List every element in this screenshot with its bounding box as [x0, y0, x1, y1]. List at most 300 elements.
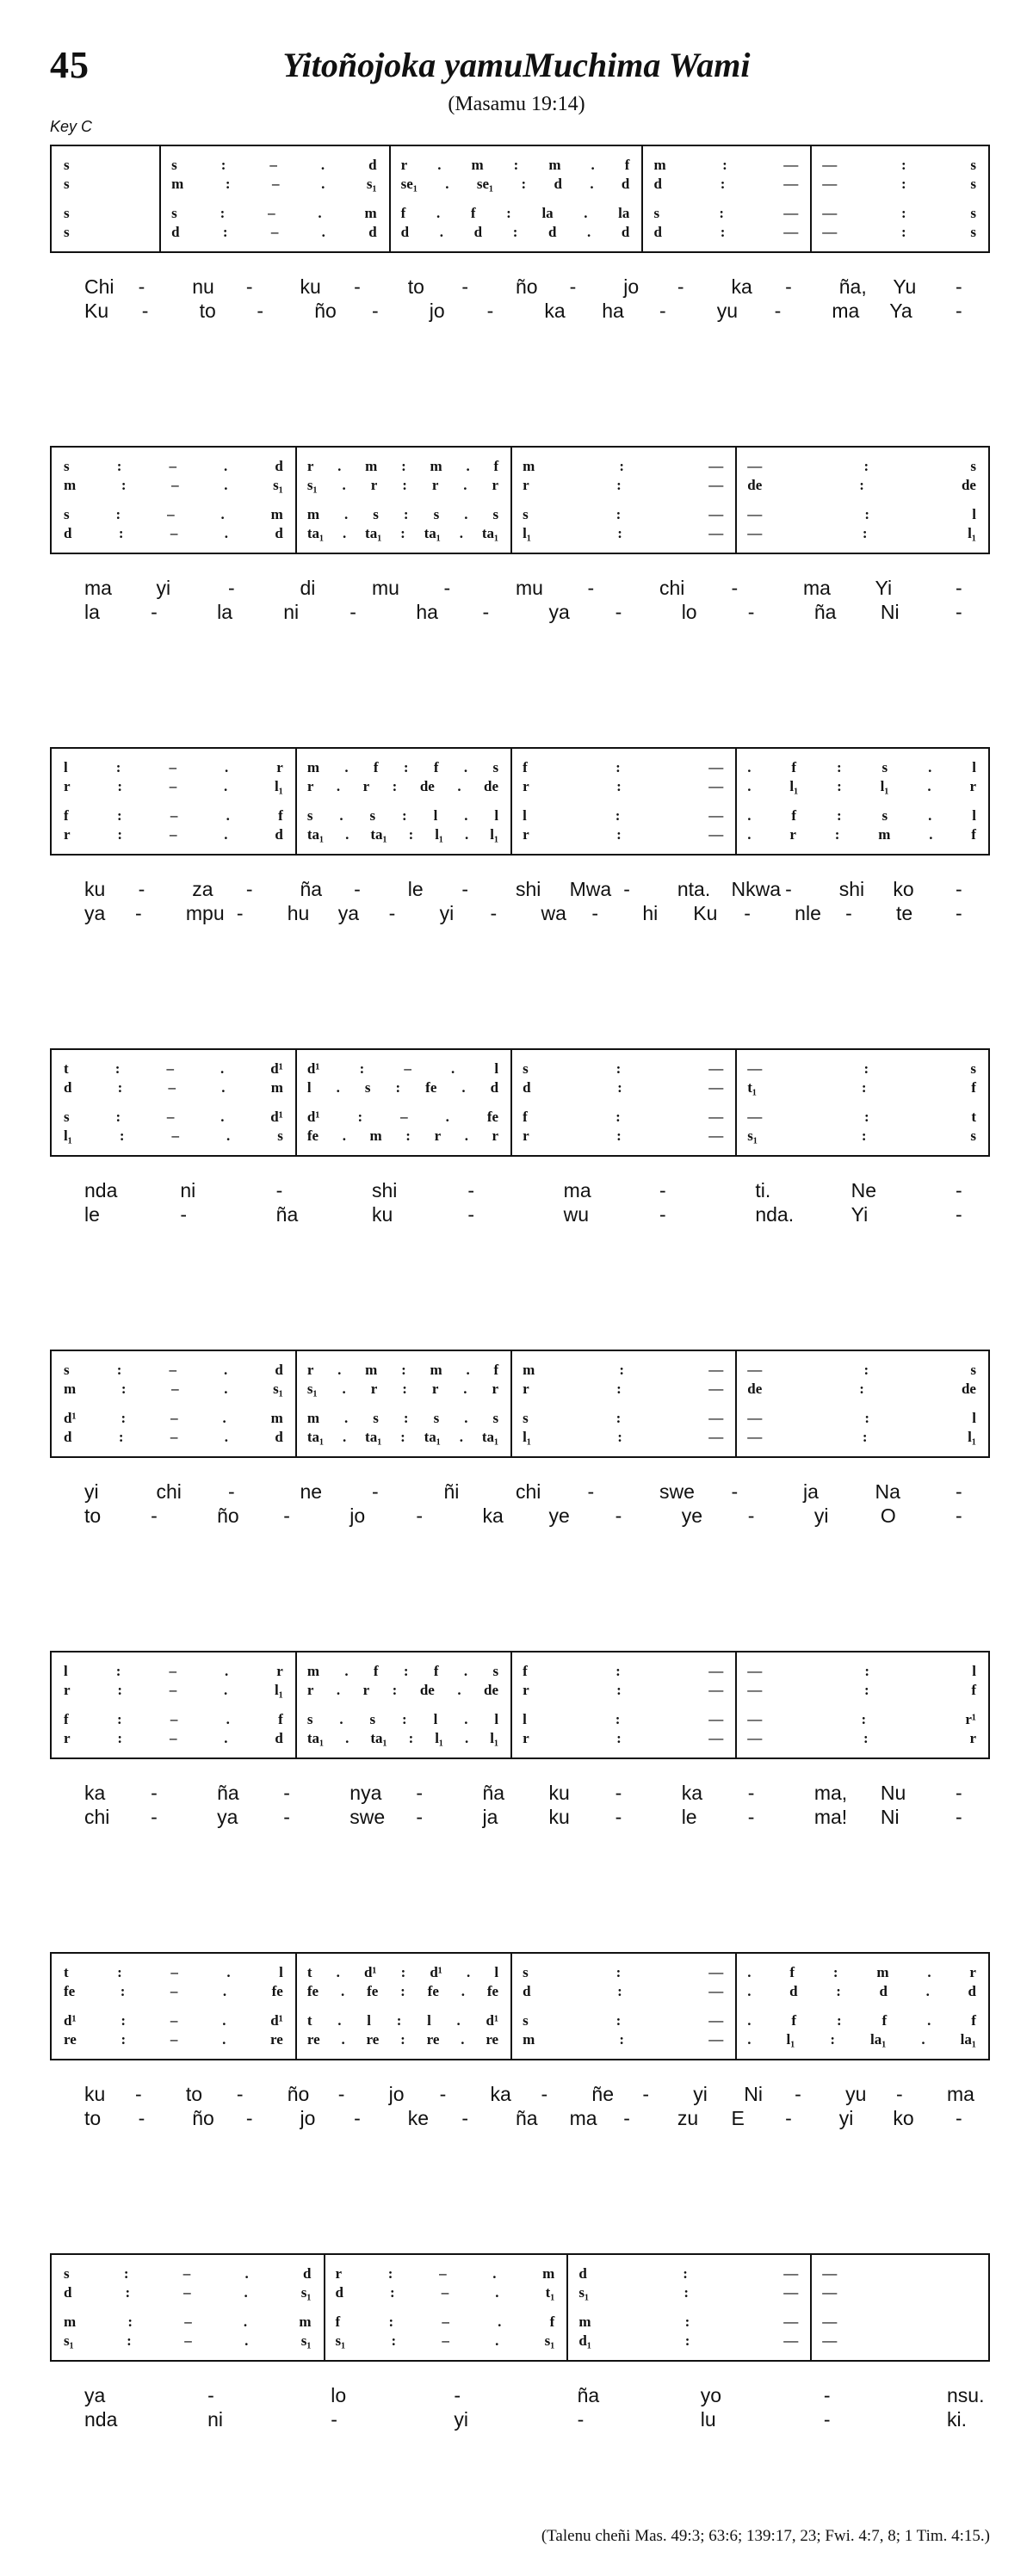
measure-cell	[52, 2332, 324, 2350]
lyric-syllable: -	[956, 1480, 962, 1503]
solfa-note: .	[222, 2031, 226, 2048]
measure-cell	[389, 224, 642, 241]
solfa-note: .	[464, 807, 468, 824]
solfa-note: :	[117, 1964, 122, 1980]
lyric-syllable: Mwa	[569, 878, 612, 900]
solfa-note: f	[64, 1711, 69, 1727]
solfa-note: s₁	[306, 477, 318, 493]
solfa-note: d	[653, 176, 662, 192]
solfa-note: m	[878, 826, 891, 843]
solfa-note: m	[306, 759, 320, 775]
solfa-note: :	[117, 1730, 123, 1746]
lyric-syllable: -	[207, 2384, 214, 2406]
measure-cell	[510, 1381, 735, 1398]
solfa-note: —	[708, 778, 724, 794]
lyric-syllable: ko	[893, 878, 914, 900]
solfa-note: r	[306, 1362, 314, 1378]
solfa-note: :	[125, 2284, 131, 2301]
lyric-syllable: za	[192, 878, 213, 900]
solfa-note: l₁	[880, 778, 889, 794]
voice-row	[52, 2332, 988, 2350]
solfa-note: .	[498, 2313, 502, 2330]
solfa-note: :	[121, 2031, 127, 2048]
lyric-syllable: -	[956, 1504, 962, 1527]
lyric-syllable: yi	[454, 2408, 469, 2431]
solfa-note: :	[120, 1983, 126, 1999]
solfa-note: .	[336, 1079, 340, 1096]
solfa-note: –	[441, 2284, 449, 2301]
measure-cell	[641, 205, 810, 222]
solfa-note: —	[822, 2332, 838, 2349]
solfa-note: s	[970, 1060, 976, 1077]
music-system	[50, 747, 990, 924]
solfa-note: :	[402, 477, 407, 493]
solfa-note: d¹	[306, 1060, 320, 1077]
lyric-syllable: ha	[602, 300, 624, 322]
lyric-syllable: yu	[716, 300, 739, 322]
measure-cell	[295, 778, 510, 795]
solfa-note: s	[64, 2265, 70, 2282]
solfa-note: :	[116, 1362, 122, 1378]
solfa-note: r	[64, 1730, 71, 1746]
measure-cell	[52, 1730, 295, 1747]
lyric-syllable: Ku	[693, 902, 718, 924]
lyric-syllable: le	[84, 1203, 100, 1226]
voice-row	[52, 224, 988, 241]
lyric-syllable: mu	[372, 577, 399, 599]
solfa-note: .	[342, 1429, 347, 1445]
solfa-note: :	[900, 157, 906, 173]
solfa-note: –	[166, 1109, 175, 1125]
solfa-note: :	[837, 778, 842, 794]
measure-cell	[52, 1381, 295, 1398]
voice-row	[52, 1663, 988, 1680]
lyric-syllable: -	[416, 1504, 424, 1527]
solfa-note: —	[708, 525, 724, 541]
solfa-note: s	[970, 224, 976, 240]
lyric-syllable: wa	[541, 902, 566, 924]
solfa-note: :	[400, 1429, 405, 1445]
solfa-note: .	[747, 1983, 752, 1999]
solfa-note: s₁	[306, 1381, 318, 1397]
solfa-note: s	[970, 205, 976, 221]
measure-cell	[295, 1682, 510, 1699]
solfa-note: :	[862, 525, 868, 541]
measure-cell	[810, 2284, 988, 2301]
measure-cell	[510, 477, 735, 494]
lyric-syllable: ña	[577, 2384, 600, 2406]
voice-row	[52, 1060, 988, 1078]
solfa-note: f	[373, 1663, 379, 1679]
solfa-note: l	[494, 1964, 499, 1980]
solfa-note: –	[439, 2265, 447, 2282]
solfa-note: –	[442, 2332, 449, 2349]
solfa-note: :	[684, 2284, 690, 2301]
solfa-note: .	[929, 826, 933, 843]
hymn-number: 45	[50, 44, 90, 86]
lyric-syllable: -	[331, 2408, 337, 2431]
solfa-note: .	[226, 1964, 231, 1980]
lyric-syllable: -	[228, 1480, 235, 1503]
lyric-syllable: -	[138, 878, 145, 900]
lyric-syllable: -	[228, 577, 235, 599]
solfa-note: .	[747, 807, 752, 824]
lyric-syllable: -	[337, 2083, 345, 2105]
lyric-syllable: -	[283, 1806, 290, 1828]
lyric-syllable: -	[245, 878, 253, 900]
lyric-syllable: -	[416, 1806, 424, 1828]
measure-cell	[510, 1730, 735, 1747]
solfa-note: .	[436, 205, 441, 221]
solfa-note: .	[341, 2031, 345, 2048]
lyric-syllable: -	[747, 1782, 755, 1804]
solfa-note: –	[169, 826, 177, 843]
solfa-note: l	[523, 807, 527, 824]
solfa-note: :	[861, 1711, 867, 1727]
lyric-line	[50, 878, 990, 900]
solfa-note: d	[789, 1983, 798, 1999]
measure-cell	[295, 2031, 510, 2048]
lyric-syllable: -	[956, 1203, 962, 1226]
lyric-syllable: ñe	[591, 2083, 614, 2105]
lyric-syllable: shi	[516, 878, 541, 900]
lyric-syllable: -	[591, 902, 599, 924]
lyric-syllable: ha	[416, 601, 438, 623]
lyric-syllable: -	[151, 1806, 158, 1828]
solfa-note: ta₁	[370, 1730, 387, 1746]
music-system	[50, 1350, 990, 1527]
solfa-note: :	[403, 506, 409, 522]
lyric-syllable: ni	[180, 1179, 196, 1202]
solfa-note: :	[900, 224, 906, 240]
solfa-note: d	[653, 224, 662, 240]
solfa-note: –	[170, 1964, 178, 1980]
measure-cell	[735, 1964, 988, 1981]
solfa-note: d¹	[270, 1109, 283, 1125]
measure-cell	[52, 458, 295, 475]
solfa-note: f	[493, 458, 499, 474]
solfa-note: —	[747, 506, 763, 522]
solfa-note: m	[64, 2313, 77, 2330]
solfa-note: t	[64, 1060, 69, 1077]
lyric-syllable: ño	[516, 275, 538, 298]
solfa-note: —	[708, 1663, 724, 1679]
solfa-note: .	[224, 1429, 229, 1445]
measure-cell	[295, 477, 510, 494]
lyric-syllable: lo	[331, 2384, 347, 2406]
solfa-note: de	[961, 1381, 976, 1397]
solfa-note: —	[708, 1682, 724, 1698]
measure-cell	[735, 1730, 988, 1747]
lyric-syllable: -	[461, 2107, 469, 2129]
tonic-solfa-staff	[50, 2253, 990, 2362]
solfa-note: d	[275, 458, 283, 474]
lyric-syllable: -	[823, 2384, 831, 2406]
solfa-note: :	[616, 826, 622, 843]
measure-cell	[295, 1663, 510, 1680]
solfa-note: s₁	[544, 2332, 555, 2349]
solfa-note: :	[117, 826, 123, 843]
solfa-note: d	[275, 1362, 283, 1378]
solfa-note: .	[221, 1079, 226, 1096]
lyric-syllable: -	[956, 300, 962, 322]
lyric-syllable: -	[461, 878, 469, 900]
measure-cell	[510, 1429, 735, 1446]
music-system	[50, 1048, 990, 1226]
lyric-syllable: ma	[569, 2107, 597, 2129]
solfa-note: d¹	[430, 1964, 442, 1980]
lyric-syllable: -	[134, 2083, 142, 2105]
solfa-note: :	[859, 477, 864, 493]
solfa-note: –	[168, 1079, 176, 1096]
solfa-note: —	[747, 458, 763, 474]
tonic-solfa-staff	[50, 1048, 990, 1157]
solfa-note: .	[321, 224, 325, 240]
solfa-note: :	[116, 1711, 122, 1727]
solfa-note: .	[463, 1663, 468, 1679]
measure-cell	[510, 1127, 735, 1145]
lyric-syllable: yo	[700, 2384, 721, 2406]
lyric-syllable: jo	[349, 1504, 366, 1527]
music-system	[50, 2253, 990, 2431]
lyric-syllable: Nu	[880, 1782, 906, 1804]
lyric-syllable: -	[151, 1782, 158, 1804]
solfa-note: fe	[306, 1983, 319, 1999]
solfa-note: —	[708, 807, 724, 824]
lyric-syllable: -	[467, 1203, 474, 1226]
solfa-note: r	[370, 1381, 378, 1397]
solfa-note: –	[171, 477, 179, 493]
lyric-syllable: -	[354, 878, 361, 900]
lyric-line	[50, 2384, 990, 2406]
lyric-syllable: ka	[681, 1782, 702, 1804]
lyric-syllable: chi	[659, 577, 685, 599]
solfa-note: s₁	[335, 2332, 346, 2349]
solfa-note: —	[822, 205, 838, 221]
solfa-note: :	[403, 1410, 409, 1426]
solfa-note: s	[64, 1362, 70, 1378]
measure-cell	[159, 224, 389, 241]
solfa-note: —	[708, 1127, 724, 1144]
solfa-note: s	[492, 506, 499, 522]
solfa-note: s	[64, 176, 70, 192]
solfa-note: m	[365, 1362, 378, 1378]
solfa-note: –	[170, 2031, 178, 2048]
solfa-note: fe	[427, 1983, 439, 1999]
solfa-note: s	[373, 506, 379, 522]
lyric-syllable: -	[283, 1782, 290, 1804]
lyric-syllable: chi	[84, 1806, 110, 1828]
solfa-note: d	[64, 1079, 72, 1096]
measure-cell	[52, 2284, 324, 2301]
solfa-note: .	[340, 1983, 345, 1999]
voice-row	[52, 477, 988, 494]
solfa-note: de	[484, 1682, 499, 1698]
solfa-note: r¹	[965, 1711, 976, 1727]
solfa-note: :	[864, 506, 870, 522]
solfa-note: s₁	[64, 2332, 74, 2349]
solfa-note: —	[708, 2012, 724, 2029]
measure-cell	[510, 1983, 735, 2000]
solfa-note: m	[523, 1362, 535, 1378]
solfa-note: :	[684, 2313, 690, 2330]
solfa-note: .	[337, 2012, 342, 2029]
lyric-syllable: jo	[388, 2083, 405, 2105]
measure-cell	[52, 1109, 295, 1126]
lyric-syllable: Yi	[851, 1203, 869, 1226]
solfa-note: –	[170, 525, 178, 541]
solfa-note: f	[549, 2313, 555, 2330]
measure-cell	[52, 1983, 295, 2000]
solfa-note: s	[64, 157, 70, 173]
lyric-line	[50, 2083, 990, 2105]
lyric-syllable: -	[439, 2083, 447, 2105]
solfa-note: .	[220, 506, 225, 522]
solfa-note: d¹	[270, 1060, 283, 1077]
solfa-note: l	[64, 1663, 68, 1679]
solfa-note: –	[166, 1060, 174, 1077]
solfa-note: :	[403, 1663, 409, 1679]
solfa-note: —	[708, 826, 724, 843]
voice-row	[52, 1964, 988, 1981]
solfa-note: :	[615, 1109, 621, 1125]
lyric-syllable: ka	[482, 1504, 504, 1527]
solfa-note: :	[615, 2012, 622, 2029]
solfa-note: ta₁	[481, 1429, 499, 1445]
lyric-syllable: ma	[832, 300, 860, 322]
solfa-note: d	[64, 2284, 72, 2301]
solfa-note: s	[881, 807, 888, 824]
solfa-note: r	[276, 1663, 283, 1679]
lyric-syllable: Ni	[880, 1806, 900, 1828]
lyric-syllable: -	[615, 601, 622, 623]
lyric-syllable: -	[151, 1504, 158, 1527]
solfa-note: :	[863, 1362, 869, 1378]
solfa-note: de	[961, 477, 976, 493]
measure-cell	[295, 1730, 510, 1747]
solfa-note: –	[169, 759, 176, 775]
lyric-syllable: te	[896, 902, 913, 924]
lyric-syllable: -	[615, 1782, 622, 1804]
lyric-syllable: ki.	[947, 2408, 967, 2431]
solfa-note: re	[64, 2031, 77, 2048]
solfa-note: m	[430, 1362, 442, 1378]
lyric-syllable: la	[217, 601, 233, 623]
solfa-note: m	[430, 458, 442, 474]
measure-cell	[52, 2313, 324, 2331]
measure-cell	[295, 807, 510, 825]
solfa-note: :	[615, 807, 621, 824]
solfa-note: d¹	[486, 2012, 499, 2029]
solfa-note: .	[342, 1127, 346, 1144]
solfa-note: ta₁	[365, 1429, 382, 1445]
solfa-note: :	[512, 224, 518, 240]
solfa-note: —	[747, 1060, 763, 1077]
solfa-note: de	[747, 1381, 763, 1397]
solfa-note: re	[366, 2031, 380, 2048]
solfa-note: —	[747, 1429, 763, 1445]
measure-cell	[510, 1109, 735, 1126]
solfa-note: —	[708, 1060, 724, 1077]
lyric-line	[50, 1203, 990, 1226]
solfa-note: .	[457, 1682, 461, 1698]
solfa-note: :	[116, 807, 122, 824]
lyric-syllable: -	[416, 1782, 424, 1804]
solfa-note: :	[127, 2313, 133, 2330]
measure-cell	[810, 157, 988, 174]
solfa-note: –	[171, 1127, 179, 1144]
solfa-note: s	[369, 1711, 376, 1727]
solfa-note: —	[708, 1109, 724, 1125]
solfa-note: l	[494, 1060, 499, 1077]
solfa-note: l	[306, 1079, 312, 1096]
solfa-note: :	[115, 1663, 121, 1679]
solfa-note: r	[969, 1730, 976, 1746]
solfa-note: f	[523, 1663, 528, 1679]
solfa-note: .	[344, 506, 349, 522]
solfa-note: .	[445, 1109, 449, 1125]
solfa-note: r	[523, 1127, 529, 1144]
lyric-syllable: -	[138, 2107, 145, 2129]
solfa-note: .	[339, 807, 343, 824]
lyric-syllable: -	[138, 275, 145, 298]
lyric-syllable: yi	[838, 2107, 854, 2129]
music-system	[50, 446, 990, 623]
voice-row	[52, 506, 988, 523]
solfa-note: :	[722, 157, 727, 173]
lyric-syllable: ku	[300, 275, 321, 298]
lyric-line	[50, 1179, 990, 1202]
music-system	[50, 1651, 990, 1828]
solfa-note: s	[523, 1964, 529, 1980]
solfa-note: s	[523, 506, 529, 522]
solfa-note: m	[64, 477, 77, 493]
solfa-note: l₁	[490, 1730, 499, 1746]
lyric-syllable: -	[461, 275, 469, 298]
solfa-note: :	[408, 826, 414, 843]
solfa-note: ta₁	[481, 525, 499, 541]
solfa-note: :	[616, 778, 622, 794]
measure-cell	[389, 205, 642, 222]
solfa-note: :	[121, 1381, 127, 1397]
solfa-note: :	[864, 1663, 870, 1679]
lyric-syllable: -	[467, 1179, 474, 1202]
lyric-syllable: -	[744, 902, 751, 924]
solfa-note: f	[971, 2012, 976, 2029]
solfa-note: s	[492, 1663, 499, 1679]
solfa-note: :	[402, 1381, 407, 1397]
measure-cell	[735, 1983, 988, 2000]
solfa-note: r	[492, 1127, 499, 1144]
solfa-note: :	[863, 1682, 869, 1698]
solfa-note: –	[170, 807, 178, 824]
measure-cell	[52, 157, 159, 174]
solfa-note: d	[368, 157, 377, 173]
measure-cell	[566, 2332, 810, 2350]
lyric-syllable: -	[141, 300, 149, 322]
voice-row	[52, 1410, 988, 1427]
solfa-note: –	[404, 1060, 411, 1077]
lyric-syllable: Na	[875, 1480, 900, 1503]
solfa-note: t	[64, 1964, 69, 1980]
solfa-note: m	[876, 1964, 889, 1980]
measure-cell	[735, 506, 988, 523]
solfa-note: d	[490, 1079, 499, 1096]
solfa-note: —	[747, 1711, 763, 1727]
solfa-note: f	[470, 205, 476, 221]
lyric-syllable: -	[747, 601, 755, 623]
solfa-note: :	[405, 1127, 411, 1144]
